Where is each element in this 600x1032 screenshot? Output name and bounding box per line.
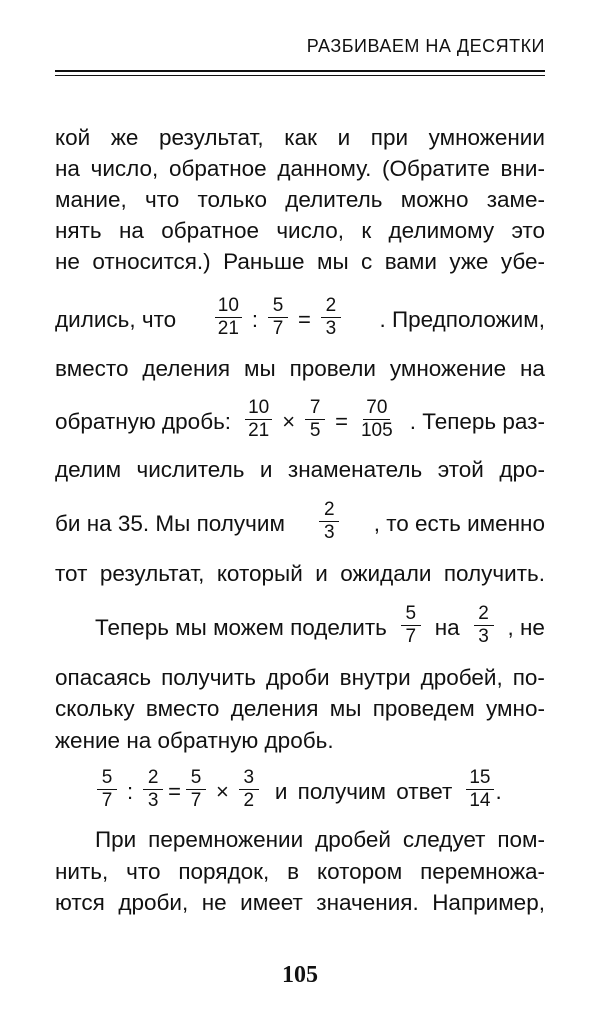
text-line (55, 248, 545, 276)
word: тот (55, 561, 88, 586)
fraction (245, 398, 272, 441)
word: пом- (497, 827, 545, 852)
text-segment: Теперь мы можем поделить (95, 615, 387, 640)
numerator: 2 (143, 768, 163, 790)
divide-operator: : (251, 307, 259, 332)
word: При (95, 827, 137, 852)
numerator: 5 (268, 296, 288, 318)
text-segment: и получим ответ (274, 779, 453, 804)
word: убе- (500, 249, 545, 274)
denominator: 7 (405, 625, 417, 647)
word: вами (384, 249, 437, 274)
text-line-with-formula (55, 294, 545, 339)
numerator: 2 (319, 500, 339, 522)
word: на (118, 218, 144, 243)
word: умножение (389, 356, 507, 381)
denominator: 7 (272, 317, 284, 339)
word: опасаясь (55, 665, 152, 690)
word: следует (402, 827, 486, 852)
text-line (55, 727, 545, 755)
denominator: 7 (190, 789, 202, 811)
word: результат, (159, 125, 264, 150)
formula (243, 396, 398, 444)
text-line-with-formula (55, 498, 545, 543)
word: перемножении (148, 827, 304, 852)
word: нить, (55, 859, 109, 884)
numerator: 7 (305, 398, 325, 420)
page-number: 105 (282, 962, 318, 988)
word: (Обратите (382, 156, 490, 181)
word: число, (276, 218, 345, 243)
word: не (55, 249, 80, 274)
word: этой (437, 457, 484, 482)
fraction (319, 500, 339, 543)
word: дробей, (420, 665, 503, 690)
numerator: 70 (363, 398, 390, 420)
fraction (186, 768, 206, 811)
word: умножении (428, 125, 545, 150)
word: деления (142, 356, 231, 381)
numerator: 2 (474, 604, 494, 626)
text-line (55, 664, 545, 692)
text-line (55, 858, 545, 886)
text-segment: . (495, 779, 502, 804)
multiply-operator: × (282, 409, 296, 434)
text-segment: , то есть именно (373, 511, 545, 536)
word: мы (316, 249, 349, 274)
word: в (287, 859, 300, 884)
text-segment: би на 35. Мы получим (55, 511, 285, 536)
word: вместо (55, 356, 129, 381)
word: вместо (145, 696, 220, 721)
word: заме- (486, 187, 545, 212)
word: Раньше (223, 249, 305, 274)
numerator: 5 (401, 604, 421, 626)
text-line-with-formula (55, 396, 545, 441)
word: кой (55, 125, 91, 150)
fraction (321, 296, 341, 339)
word: это (511, 218, 545, 243)
word: числитель (136, 457, 245, 482)
equals-operator: = (298, 307, 311, 332)
word: дроби, (118, 890, 189, 915)
divide-operator: : (127, 779, 134, 804)
word: вни- (500, 156, 545, 181)
numerator: 10 (245, 398, 272, 420)
text-segment: . Предположим, (379, 307, 545, 332)
word: нять (55, 218, 102, 243)
denominator: 3 (324, 521, 335, 543)
formula-line (95, 766, 545, 811)
denominator: 3 (147, 789, 159, 811)
denominator: 5 (309, 419, 321, 441)
word: дро- (499, 457, 545, 482)
word: только (197, 187, 268, 212)
word: значения. (316, 890, 419, 915)
fraction (239, 768, 259, 811)
multiply-operator: × (215, 779, 229, 804)
text-line (55, 889, 545, 917)
fraction (401, 604, 421, 647)
word: с (361, 249, 373, 274)
numerator: 15 (466, 768, 493, 790)
word: делитель (285, 187, 383, 212)
word: получить (161, 665, 257, 690)
word: ожидали (340, 561, 432, 586)
word: к (361, 218, 372, 243)
denominator: 3 (325, 317, 337, 339)
text-line (55, 456, 545, 484)
word: при (370, 125, 409, 150)
word: обратное (168, 156, 267, 181)
numerator: 5 (97, 768, 117, 790)
word: ются (55, 890, 105, 915)
word: уже (449, 249, 489, 274)
equals-operator: = (335, 409, 348, 434)
text-segment: , не (507, 615, 545, 640)
header-rule (55, 70, 545, 72)
numerator: 3 (239, 768, 259, 790)
word: что (144, 187, 180, 212)
denominator: 14 (469, 789, 491, 811)
word: и (315, 561, 328, 586)
word: на (520, 356, 545, 381)
text-segment: жение на обратную дробь. (55, 728, 334, 753)
word: дробей (315, 827, 391, 852)
word: результат, (99, 561, 205, 586)
word: же (110, 125, 139, 150)
word: мы (244, 356, 276, 381)
fraction (268, 296, 288, 339)
equals-operator: = (168, 779, 181, 804)
word: число, (90, 156, 159, 181)
fraction (143, 768, 163, 811)
formula (213, 294, 343, 342)
word: обратное (161, 218, 259, 243)
text-segment: обратную дробь: (55, 409, 232, 434)
text-line (55, 355, 545, 383)
word: порядок, (178, 859, 270, 884)
word: провели (289, 356, 376, 381)
word: мание, (55, 187, 127, 212)
word: как (284, 125, 317, 150)
word: проведем (372, 696, 475, 721)
word: Например, (432, 890, 545, 915)
word: дроби (266, 665, 330, 690)
word: умно- (486, 696, 545, 721)
numerator: 10 (215, 296, 242, 318)
word: на (55, 156, 80, 181)
word: перемножа- (420, 859, 545, 884)
word: знаменатель (287, 457, 423, 482)
text-line-with-formula (95, 602, 545, 647)
numerator: 5 (186, 768, 206, 790)
word: делим (55, 457, 122, 482)
word: и (259, 457, 273, 482)
denominator: 105 (360, 419, 393, 441)
text-line (55, 124, 545, 152)
word: что (126, 859, 161, 884)
text-line (55, 560, 545, 588)
word: не (201, 890, 227, 915)
word: относится.) (92, 249, 211, 274)
text-line (55, 217, 545, 245)
word: деления (230, 696, 319, 721)
header-rule-thin (55, 75, 545, 76)
word: скольку (55, 696, 135, 721)
fraction (97, 768, 117, 811)
fraction (305, 398, 325, 441)
word: можно (400, 187, 469, 212)
word: и (337, 125, 351, 150)
fraction (466, 768, 493, 811)
text-line (55, 155, 545, 183)
denominator: 3 (478, 625, 489, 647)
word: который (216, 561, 303, 586)
numerator: 2 (321, 296, 341, 318)
word: делимому (388, 218, 495, 243)
word: данному. (277, 156, 372, 181)
denominator: 2 (243, 789, 255, 811)
running-header: РАЗБИВАЕМ НА ДЕСЯТКИ (306, 36, 545, 56)
text-line (95, 826, 545, 854)
text-segment: дились, что (55, 307, 177, 332)
word: мы (329, 696, 362, 721)
denominator: 21 (217, 317, 239, 339)
fraction (474, 604, 494, 647)
text-segment: на (434, 615, 460, 640)
fraction (215, 296, 242, 339)
text-line (55, 695, 545, 723)
denominator: 21 (248, 419, 270, 441)
text-line (55, 186, 545, 214)
word: внутри (339, 665, 411, 690)
text-segment: . Теперь раз- (409, 409, 545, 434)
denominator: 7 (101, 789, 113, 811)
word: получить. (443, 561, 545, 586)
word: по- (512, 665, 545, 690)
word: имеет (240, 890, 303, 915)
word: котором (316, 859, 403, 884)
fraction (358, 398, 396, 441)
